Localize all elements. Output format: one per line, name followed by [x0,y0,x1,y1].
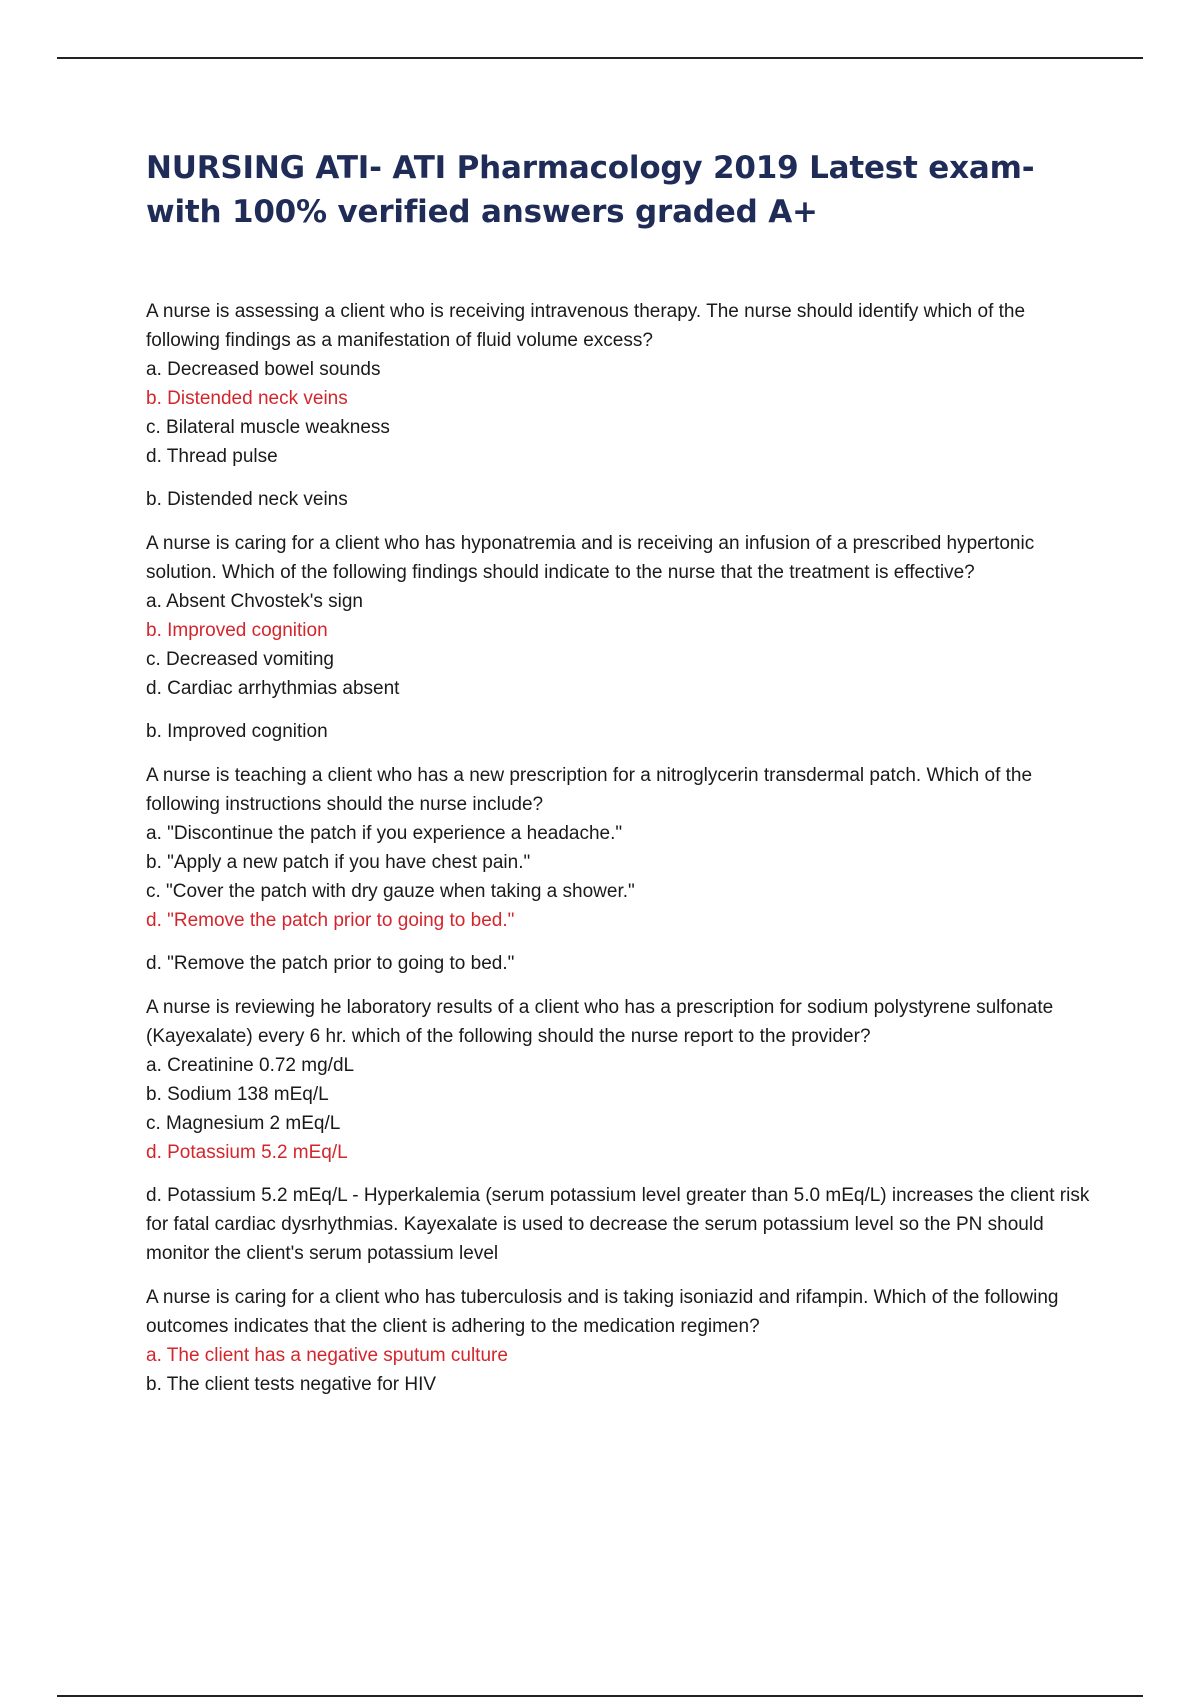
answer-options [146,1051,1096,1167]
question-stem: A nurse is caring for a client who has tuberculosis and is taking isoniazid and rifampin. Which of the following outcomes indicates that the client is adhering to the medication regimen? [146,1287,1059,1337]
top-rule [57,57,1143,59]
bottom-rule [57,1695,1143,1697]
document-page [146,146,1096,1415]
question-stem: A nurse is teaching a client who has a new prescription for a nitroglycerin transdermal patch. Which of the following instructions should the nurse include? [146,765,1033,815]
option-b: b. "Apply a new patch if you have chest pain." [146,852,531,873]
option-d: d. Thread pulse [146,446,278,467]
question-stem: A nurse is assessing a client who is receiving intravenous therapy. The nurse should identify which of the following findings as a manifestation of fluid volume excess? [146,301,1026,351]
answer-key: b. Improved cognition [146,721,328,742]
option-c: c. "Cover the patch with dry gauze when taking a shower." [146,881,635,902]
document-title: NURSING ATI- ATI Pharmacology 2019 Latest exam- with 100% verified answers graded A+ [146,150,1035,230]
question-stem: A nurse is caring for a client who has hyponatremia and is receiving an infusion of a prescribed hypertonic solution. Which of the following findings should indicate to the nurse that the treatment is effective? [146,533,1035,583]
question-1 [146,298,1096,514]
option-a: a. Decreased bowel sounds [146,359,381,380]
option-b-correct: b. Distended neck veins [146,388,348,409]
answer-options [146,1341,1096,1399]
question-stem: A nurse is reviewing he laboratory results of a client who has a prescription for sodium polystyrene sulfonate (Kayexalate) every 6 hr. which of the following should the nurse report to the provider? [146,997,1054,1047]
option-b: b. The client tests negative for HIV [146,1374,437,1395]
option-d: d. Cardiac arrhythmias absent [146,678,400,699]
question-4 [146,994,1096,1268]
question-5 [146,1284,1096,1399]
option-b-correct: b. Improved cognition [146,620,328,641]
option-a: a. Creatinine 0.72 mg/dL [146,1055,355,1076]
question-list [146,298,1096,1399]
option-b: b. Sodium 138 mEq/L [146,1084,329,1105]
option-c: c. Magnesium 2 mEq/L [146,1113,341,1134]
option-a: a. Absent Chvostek's sign [146,591,363,612]
question-2 [146,530,1096,746]
option-a: a. "Discontinue the patch if you experience a headache." [146,823,623,844]
question-3 [146,762,1096,978]
option-d-correct: d. "Remove the patch prior to going to bed." [146,910,515,931]
answer-key: d. Potassium 5.2 mEq/L - Hyperkalemia (serum potassium level greater than 5.0 mEq/L) increases the client risk for fatal cardiac dysrhythmias. Kayexalate is used to decrease the serum potassium level so the PN should monitor the client's serum potassium level [146,1185,1090,1264]
option-c: c. Bilateral muscle weakness [146,417,390,438]
answer-options [146,587,1096,703]
answer-options [146,819,1096,935]
option-d-correct: d. Potassium 5.2 mEq/L [146,1142,348,1163]
answer-options [146,355,1096,471]
answer-key: b. Distended neck veins [146,489,348,510]
option-c: c. Decreased vomiting [146,649,334,670]
answer-key: d. "Remove the patch prior to going to bed." [146,953,515,974]
option-a-correct: a. The client has a negative sputum culture [146,1345,508,1366]
